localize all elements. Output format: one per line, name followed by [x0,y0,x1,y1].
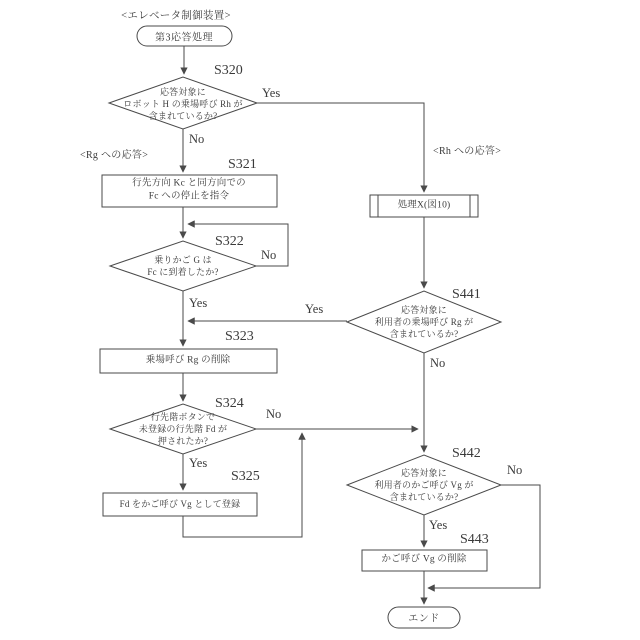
decision-s442-line1: 応答対象に [400,467,448,478]
step-label-s323: S323 [225,329,254,344]
step-label-s324: S324 [215,396,244,411]
decision-s324-text [139,411,227,447]
step-label-s325: S325 [231,469,260,484]
decision-s322-text [147,254,218,278]
branch-s324-yes: Yes [189,456,208,470]
decision-s442-text [374,467,473,503]
process-s443-text [381,553,466,566]
decision-s320-line3: 含まれているか? [148,111,218,122]
decision-s442-line3: 含まれているか? [389,492,459,503]
branch-s442-no: No [507,463,523,477]
step-label-s320: S320 [214,63,243,78]
branch-s320-yes: Yes [262,86,281,100]
branch-s441-yes: Yes [305,302,324,316]
process-s325-line1: Fd をかご呼び Vg として登録 [119,498,241,509]
process-s323-text [146,354,231,367]
branch-s441-no: No [430,356,446,370]
start-terminal-label: 第3応答処理 [155,32,213,44]
decision-s320-line2: ロボット H の乗場呼び Rh が [123,98,243,109]
process-s325-text [120,498,241,510]
process-s323-line1: 乗場呼び Rg の削除 [145,355,231,366]
decision-s322-line2: Fc に到着したか? [147,267,219,277]
decision-s441-line1: 応答対象に [400,304,448,315]
predefined-process-x-text [398,199,451,212]
branch-s322-no: No [261,248,277,262]
step-label-s442: S442 [452,446,481,461]
decision-s322-line1: 乗りかご G は [154,254,212,265]
step-label-s441: S441 [452,287,481,302]
decision-s441-line3: 含まれているか? [389,329,459,340]
decision-s324-line2: 未登録の行先階 Fd が [138,423,228,434]
end-terminal-label: エンド [408,613,440,625]
edge-s325-loop-up [183,433,302,537]
decision-s320-line1: 応答対象に [159,86,206,97]
branch-s324-no: No [266,407,282,421]
decision-s324-line3: 押されたか? [157,436,209,447]
process-s321-line2: Fc への停止を指令 [148,192,230,202]
branch-s442-yes: Yes [429,518,448,532]
step-label-s322: S322 [215,234,244,249]
process-s321-text [132,178,246,205]
diagram-title: <エレベータ制御装置> [121,10,231,22]
step-label-s321: S321 [228,157,257,172]
decision-s324-line1: 行先階ボタンで [150,411,216,422]
decision-s441-line2: 利用者の乗場呼び Rg が [374,316,474,327]
branch-s322-yes: Yes [189,296,208,310]
step-label-s443: S443 [460,532,489,547]
decision-s442-line2: 利用者のかご呼び Vg が [374,479,474,490]
process-s443-line1: かご呼び Vg の削除 [381,554,467,565]
annotation-rh-response: <Rh への応答> [433,146,502,157]
predefined-process-x-line1: 処理X(図10) [397,200,451,211]
process-s321-line1: 行先方向 Kc と同方向での [132,178,246,189]
decision-s441-text [375,304,474,340]
branch-s320-no: No [189,132,205,146]
annotation-rg-response: <Rg への応答> [80,150,149,161]
edge-s320-yes [257,103,424,192]
decision-s320-text [123,86,242,122]
